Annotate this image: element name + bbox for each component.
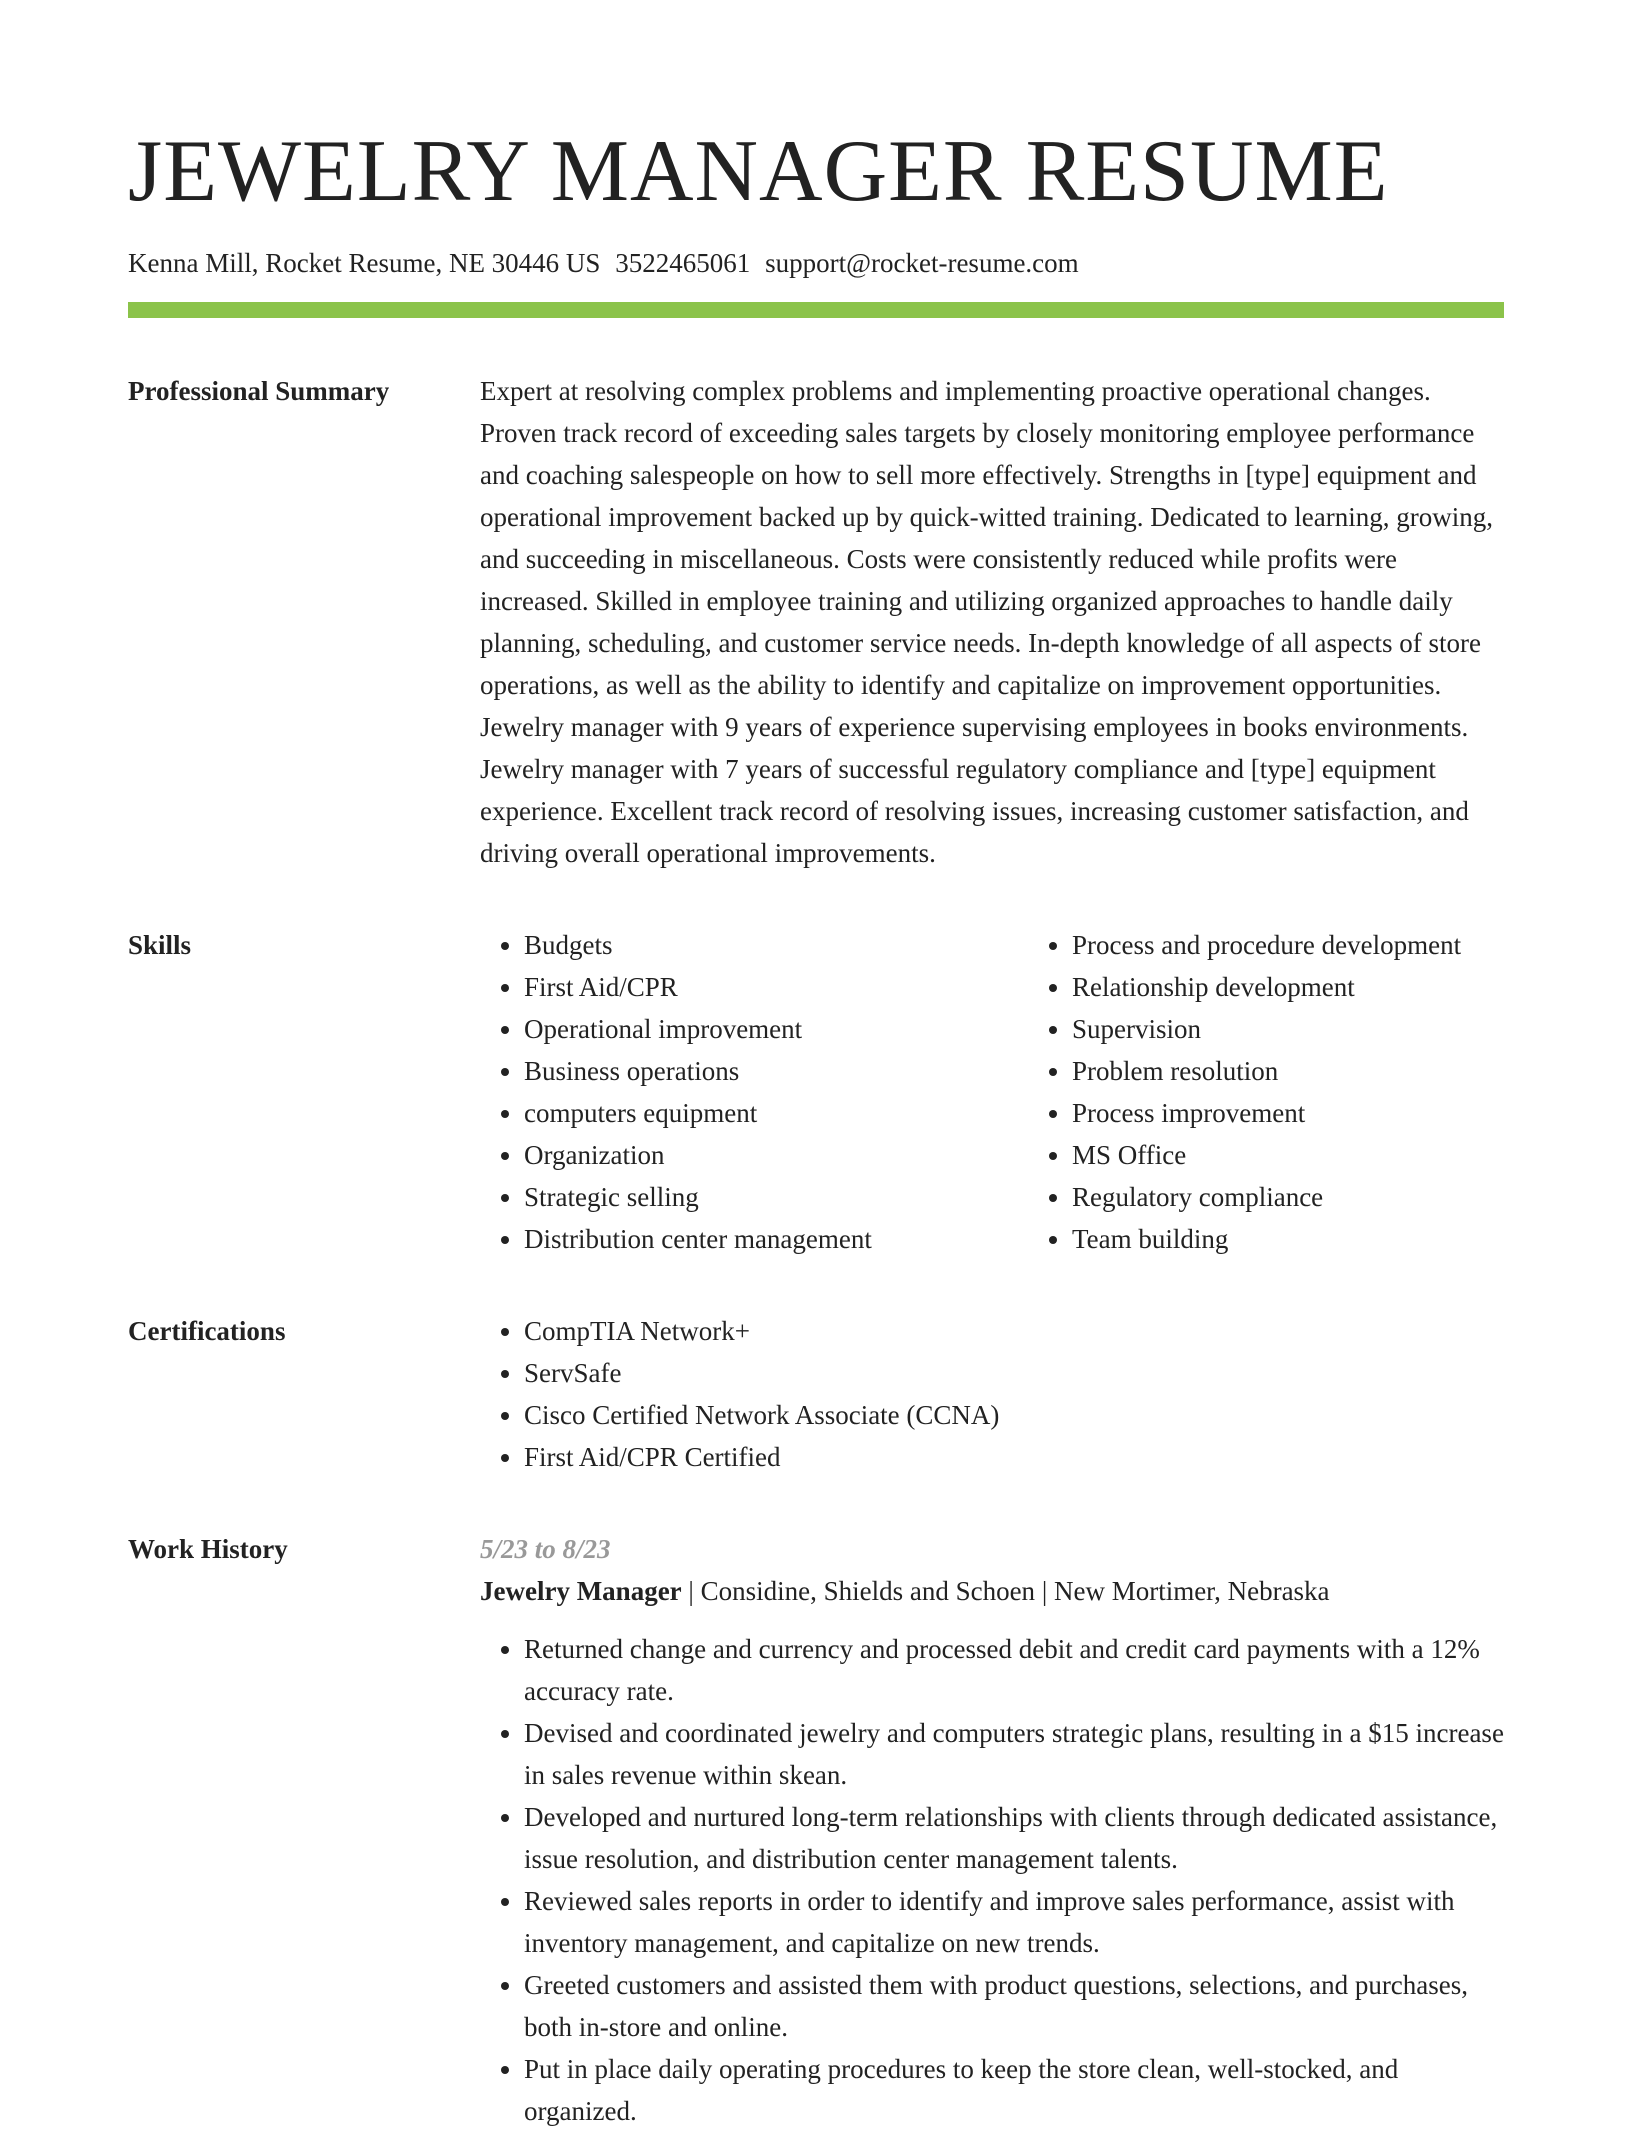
skill-item: • Relationship development: [1072, 966, 1576, 1008]
skill-item: • Process improvement: [1072, 1092, 1576, 1134]
skills-body: [480, 924, 1576, 1260]
certification-item: • ServSafe: [524, 1352, 1504, 1394]
skill-item: • Supervision: [1072, 1008, 1576, 1050]
job-bullets: [480, 1628, 1504, 2132]
resume-title: JEWELRY MANAGER RESUME: [128, 123, 1389, 220]
summary-body: [480, 370, 1504, 874]
skill-item: • Operational improvement: [524, 1008, 1028, 1050]
certification-item: • Cisco Certified Network Associate (CCNA): [524, 1394, 1504, 1436]
certification-item: • CompTIA Network+: [524, 1310, 1504, 1352]
skill-item: • computers equipment: [524, 1092, 1028, 1134]
resume-page: [128, 124, 1504, 2132]
job-header: [480, 1570, 1504, 1612]
job-location: New Mortimer, Nebraska: [1053, 1576, 1330, 1606]
job-separator: |: [1041, 1576, 1054, 1606]
certifications-list: [480, 1310, 1504, 1478]
job-separator: |: [688, 1576, 701, 1606]
summary-text: Expert at resolving complex problems and implementing proactive operational changes. Proven track record of exceeding sales targets by closely monitoring employee performance and coaching salespeople on how to sell more effectively. Strengths in [type] equipment and operational improvement backed up by quick-witted training. Dedicated to learning, growing, and succeeding in miscellaneous. Costs were consistently reduced while profits were increased. Skilled in employee training and utilizing organized approaches to handle daily planning, scheduling, and customer service needs. In-depth knowledge of all aspects of store operations, as well as the ability to identify and capitalize on improvement opportunities. Jewelry manager with 9 years of experience supervising employees in books environments. Jewelry manager with 7 years of successful regulatory compliance and [type] equipment experience. Excellent track record of resolving issues, increasing customer satisfaction, and driving overall operational improvements.: [480, 376, 1493, 868]
summary-heading: Professional Summary: [128, 376, 390, 406]
work-history-body: [480, 1528, 1504, 2132]
work-history-section: [128, 1528, 1504, 2132]
contact-phone: 3522465061: [615, 248, 751, 278]
contact-line: [128, 246, 1504, 280]
job-bullet: • Greeted customers and assisted them with product questions, selections, and purchases, both in-store and online.: [524, 1964, 1504, 2048]
contact-address: Kenna Mill, Rocket Resume, NE 30446 US: [128, 248, 601, 278]
job-bullet: • Returned change and currency and processed debit and credit card payments with a 12% accuracy rate.: [524, 1628, 1504, 1712]
job-bullet: • Reviewed sales reports in order to identify and improve sales performance, assist with inventory management, and capitalize on new trends.: [524, 1880, 1504, 1964]
skill-item: • Organization: [524, 1134, 1028, 1176]
certifications-body: [480, 1310, 1504, 1478]
skills-heading: Skills: [128, 930, 192, 960]
skill-item: • Budgets: [524, 924, 1028, 966]
contact-email: support@rocket-resume.com: [765, 248, 1079, 278]
skills-list-right: [1028, 924, 1576, 1260]
skill-item: • First Aid/CPR: [524, 966, 1028, 1008]
skill-item: • Problem resolution: [1072, 1050, 1576, 1092]
job-company: Considine, Shields and Schoen: [700, 1576, 1036, 1606]
work-history-heading: Work History: [128, 1534, 288, 1564]
summary-section: [128, 370, 1504, 874]
skill-item: • Process and procedure development: [1072, 924, 1576, 966]
job-dates: 5/23 to 8/23: [480, 1534, 611, 1564]
certification-item: • First Aid/CPR Certified: [524, 1436, 1504, 1478]
skill-item: • Regulatory compliance: [1072, 1176, 1576, 1218]
skills-section: [128, 924, 1504, 1260]
job-bullet: • Put in place daily operating procedures to keep the store clean, well-stocked, and organized.: [524, 2048, 1504, 2132]
job-title: Jewelry Manager: [480, 1576, 682, 1606]
skill-item: • MS Office: [1072, 1134, 1576, 1176]
certifications-heading: Certifications: [128, 1316, 286, 1346]
skills-list-left: [480, 924, 1028, 1260]
job-bullet: • Developed and nurtured long-term relationships with clients through dedicated assistance, issue resolution, and distribution center management talents.: [524, 1796, 1504, 1880]
certifications-section: [128, 1310, 1504, 1478]
skill-item: • Strategic selling: [524, 1176, 1028, 1218]
job-bullet: • Devised and coordinated jewelry and computers strategic plans, resulting in a $15 increase in sales revenue within skean.: [524, 1712, 1504, 1796]
header-divider: [128, 302, 1504, 318]
skill-item: • Distribution center management: [524, 1218, 1028, 1260]
skill-item: • Team building: [1072, 1218, 1576, 1260]
skill-item: • Business operations: [524, 1050, 1028, 1092]
